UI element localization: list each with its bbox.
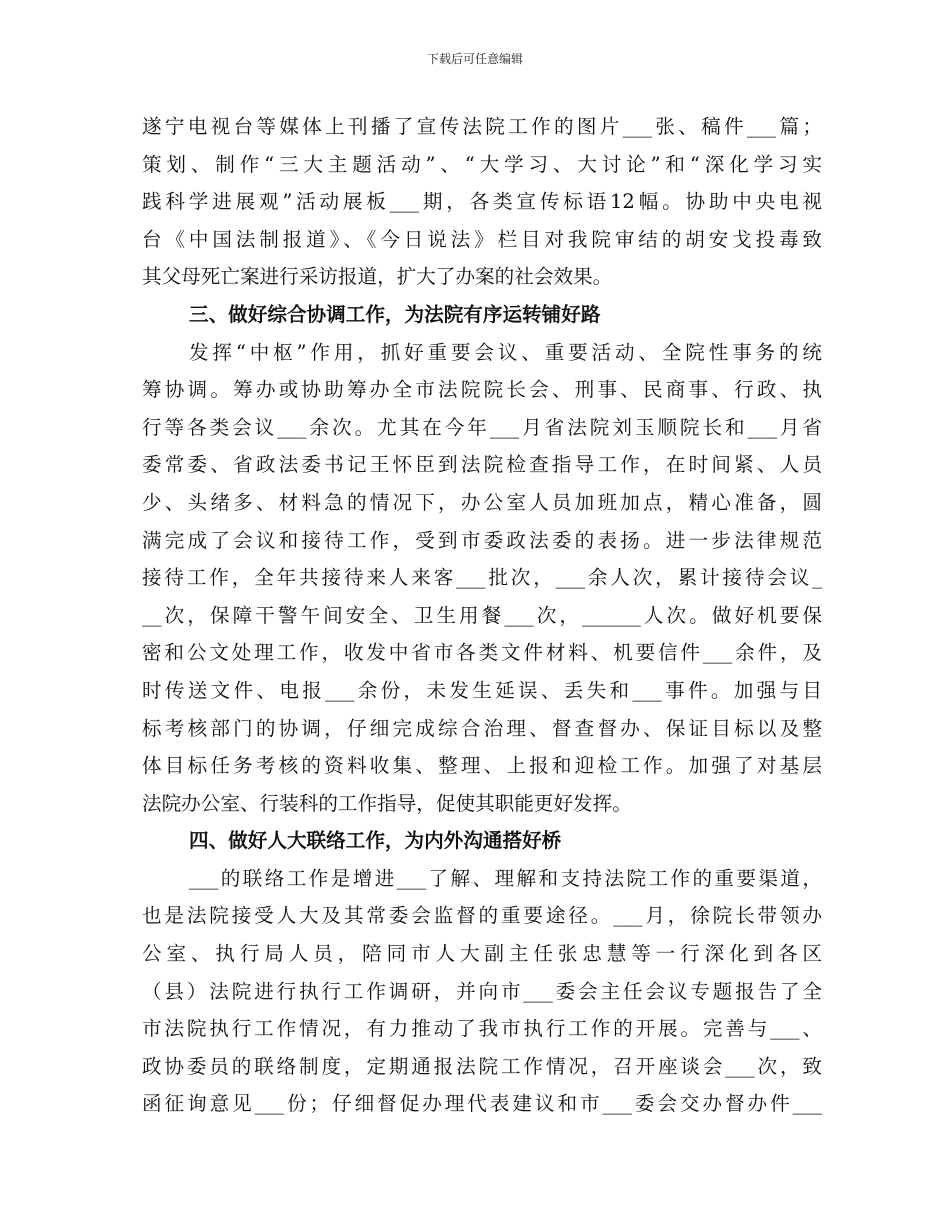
- paragraph-line: ___的联络工作是增进___了解、理解和支持法院工作的重要渠道，: [189, 866, 822, 890]
- paragraph-line: 政协委员的联络制度，定期通报法院工作情况，召开座谈会___次，致: [142, 1054, 822, 1078]
- paragraph-line: 体目标任务考核的资料收集、整理、上报和迎检工作。加强了对基层: [142, 754, 822, 778]
- document-body: [142, 108, 822, 1123]
- paragraph-line: 发挥“中枢”作用，抓好重要会议、重要活动、全院性事务的统: [189, 340, 822, 364]
- paragraph-line: 行等各类会议___余次。尤其在今年___月省法院刘玉顺院长和___月省: [142, 415, 822, 439]
- paragraph-line: 委常委、省政法委书记王怀臣到法院检查指导工作，在时间紧、人员: [142, 453, 822, 477]
- paragraph-line: 遂宁电视台等媒体上刊播了宣传法院工作的图片___张、稿件___篇；: [142, 115, 822, 138]
- page-header-note: 下载后可任意编辑: [426, 52, 523, 66]
- paragraph-line: （县）法院进行执行工作调研，并向市___委会主任会议专题报告了全: [142, 979, 822, 1003]
- paragraph-line: 其父母死亡案进行采访报道，扩大了办案的社会效果。: [142, 265, 613, 289]
- paragraph-line: 法院办公室、行装科的工作指导，促使其职能更好发挥。: [142, 791, 632, 815]
- paragraph-line: 时传送文件、电报___余份，未发生延误、丢失和___事件。加强与目: [142, 678, 822, 702]
- paragraph-line: 公室、执行局人员，陪同市人大副主任张忠慧等一行深化到各区: [142, 942, 822, 966]
- paragraph-line: 标考核部门的协调，仔细完成综合治理、督查督办、保证目标以及整: [142, 716, 822, 740]
- paragraph-line: __次，保障干警午间安全、卫生用餐___次，______人次。做好机要保: [142, 603, 822, 627]
- paragraph-line: 接待工作，全年共接待来人来客___批次，___余人次，累计接待会议_: [142, 566, 822, 590]
- paragraph-line: 少、头绪多、材料急的情况下，办公室人员加班加点，精心准备，圆: [142, 490, 822, 514]
- paragraph-line: 台《中国法制报道》、《今日说法》栏目对我院审结的胡安戈投毒致: [142, 227, 822, 251]
- paragraph-line: 函征询意见___份；仔细督促办理代表建议和市___委会交办督办件___: [142, 1092, 822, 1116]
- paragraph-line: 筹协调。筹办或协助筹办全市法院院长会、刑事、民商事、行政、执: [142, 378, 822, 402]
- paragraph-line: 践科学进展观”活动展板___期，各类宣传标语12幅。协助中央电视: [142, 190, 822, 214]
- paragraph-line: 满完成了会议和接待工作，受到市委政法委的表扬。进一步法律规范: [142, 528, 822, 552]
- section-heading: 三、做好综合协调工作，为法院有序运转铺好路: [189, 302, 601, 326]
- paragraph-line: 市法院执行工作情况，有力推动了我市执行工作的开展。完善与___、: [142, 1017, 822, 1041]
- section-heading: 四、做好人大联络工作，为内外沟通搭好桥: [189, 829, 562, 853]
- paragraph-line: 密和公文处理工作，收发中省市各类文件材料、机要信件___余件，及: [142, 641, 822, 665]
- paragraph-line: 策划、制作“三大主题活动”、“大学习、大讨论”和“深化学习实: [142, 152, 822, 176]
- paragraph-line: 也是法院接受人大及其常委会监督的重要途径。___月，徐院长带领办: [142, 904, 822, 928]
